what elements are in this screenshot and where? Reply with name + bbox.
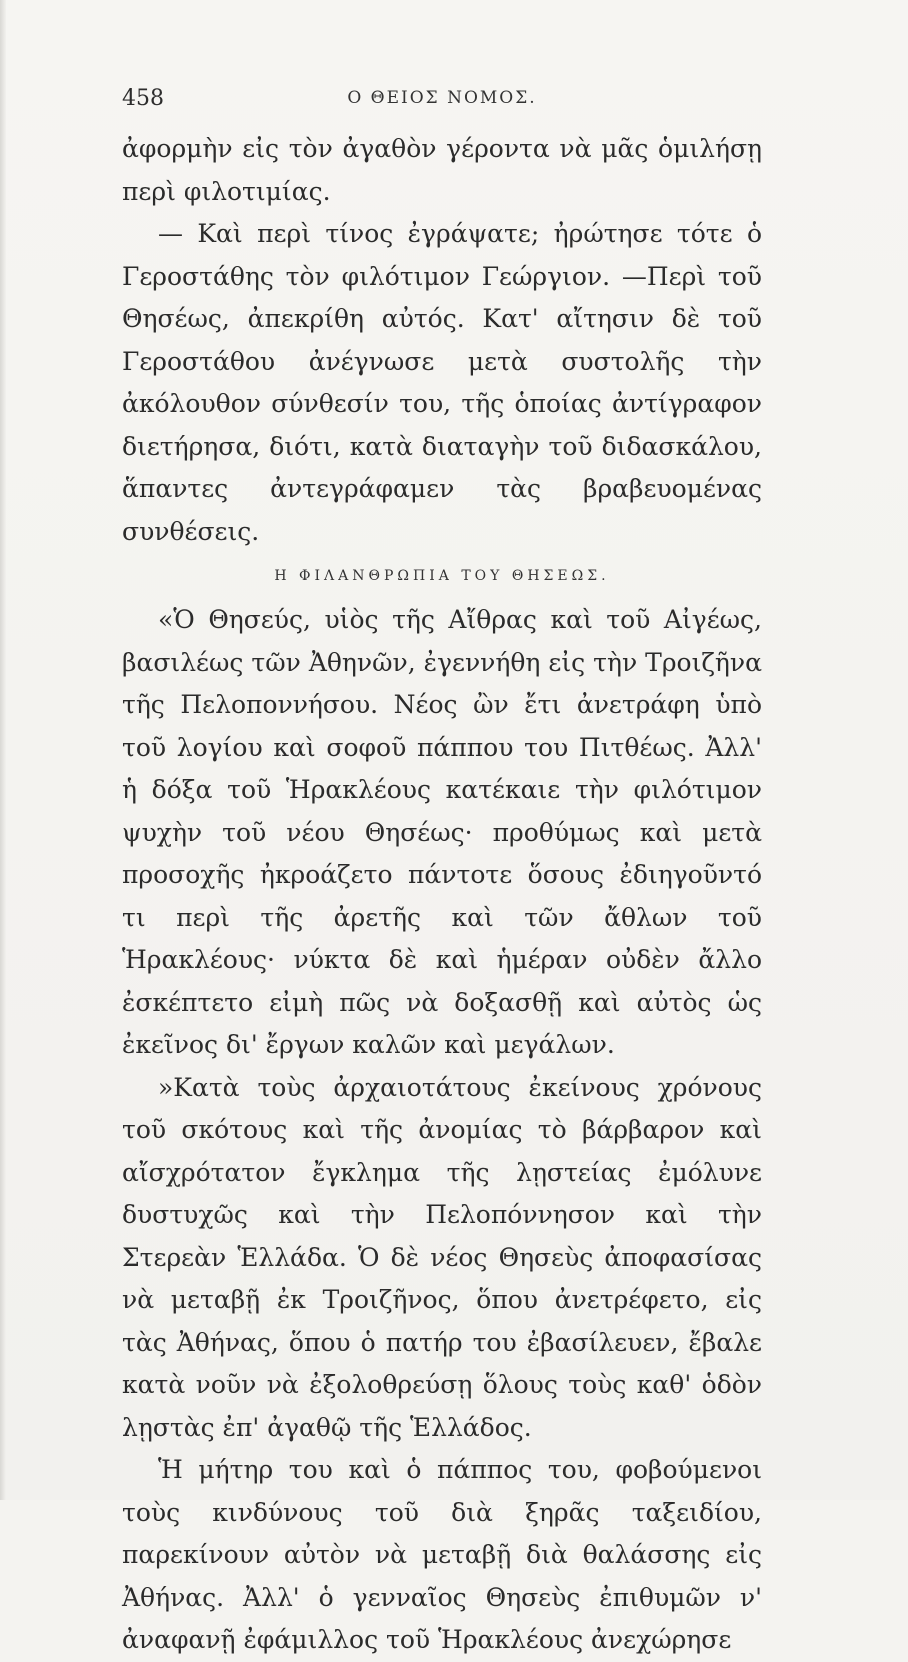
running-title: Ο ΘΕΙΟΣ ΝΟΜΟΣ. — [347, 88, 537, 108]
page-body — [122, 128, 762, 1662]
page-edge-shadow — [0, 0, 6, 1500]
page-number: 458 — [122, 86, 164, 111]
section-heading: Η ΦΙΛΑΝΘΡΩΠΙΑ ΤΟΥ ΘΗΣΕΩΣ. — [274, 568, 610, 584]
section-paragraph: »Κατὰ τοὺς ἀρχαιοτάτους ἐκείνους χρόνους τοῦ σκότους καὶ τῆς ἀνομίας τὸ βάρβαρον καὶ αἴσχρότατον ἔγκλημα τῆς λῃστείας ἐμόλυνε δυστυχῶς καὶ τὴν Πελοπόννησον καὶ τὴν Στερεὰν Ἑλλάδα. Ὁ δὲ νέος Θησεὺς ἀποφασίσας νὰ μεταβῇ ἐκ Τροιζῆνος, ὅπου ἀνετρέφετο, εἰς τὰς Ἀθήνας, ὅπου ὁ πατήρ του ἐβασίλευεν, ἔβαλε κατὰ νοῦν νὰ ἐξολοθρεύσῃ ὅλους τοὺς καθ' ὁδὸν λῃστὰς ἐπ' ἀγαθῷ τῆς Ἑλλάδος. — [122, 1072, 762, 1442]
section-paragraph: «Ὁ Θησεύς, υἱὸς τῆς Αἴθρας καὶ τοῦ Αἰγέως, βασιλέως τῶν Ἀθηνῶν, ἐγεννήθη εἰς τὴν Τροιζῆνα τῆς Πελοποννήσου. Νέος ὢν ἔτι ἀνετράφη ὑπὸ τοῦ λογίου καὶ σοφοῦ πάππου του Πιτθέως. Ἀλλ' ἡ δόξα τοῦ Ἡρακλέους κατέκαιε τὴν φιλότιμον ψυχὴν τοῦ νέου Θησέως· προθύμως καὶ μετὰ προσοχῆς ἠκροάζετο πάντοτε ὅσους ἐδιηγοῦντό τι περὶ τῆς ἀρετῆς καὶ τῶν ἄθλων τοῦ Ἡρακλέους· νύκτα δὲ καὶ ἡμέραν οὐδὲν ἄλλο ἐσκέπτετο εἰμὴ πῶς νὰ δοξασθῇ καὶ αὐτὸς ὡς ἐκεῖνος δι' ἔργων καλῶν καὶ μεγάλων. — [122, 605, 762, 1059]
page-header — [122, 86, 762, 116]
section-paragraph: Ἡ μήτηρ του καὶ ὁ πάππος του, φοβούμενοι τοὺς κινδύνους τοῦ διὰ ξηρᾶς ταξειδίου, παρεκίνουν αὐτὸν νὰ μεταβῇ διὰ θαλάσσης εἰς Ἀθήνας. Ἀλλ' ὁ γενναῖος Θησεὺς ἐπιθυμῶν ν' ἀναφανῇ ἐφάμιλλος τοῦ Ἡρακλέους ἀνεχώρησε — [122, 1455, 762, 1654]
paragraph-dialogue: — Καὶ περὶ τίνος ἐγράψατε; ἠρώτησε τότε ὁ Γεροστάθης τὸν φιλότιμον Γεώργιον. —Περὶ τοῦ Θησέως, ἀπεκρίθη αὐτός. Κατ' αἴτησιν δὲ τοῦ Γεροστάθου ἀνέγνωσε μετὰ συστολῆς τὴν ἀκόλουθον σύνθεσίν του, τῆς ὁποίας ἀντίγραφον διετήρησα, διότι, κατὰ διαταγὴν τοῦ διδασκάλου, ἅπαντες ἀντεγράφαμεν τὰς βραβευομένας συνθέσεις. — [122, 219, 762, 546]
paragraph-continuation: ἀφορμὴν εἰς τὸν ἀγαθὸν γέροντα νὰ μᾶς ὁμιλήσῃ περὶ φιλοτιμίας. — [122, 134, 762, 206]
